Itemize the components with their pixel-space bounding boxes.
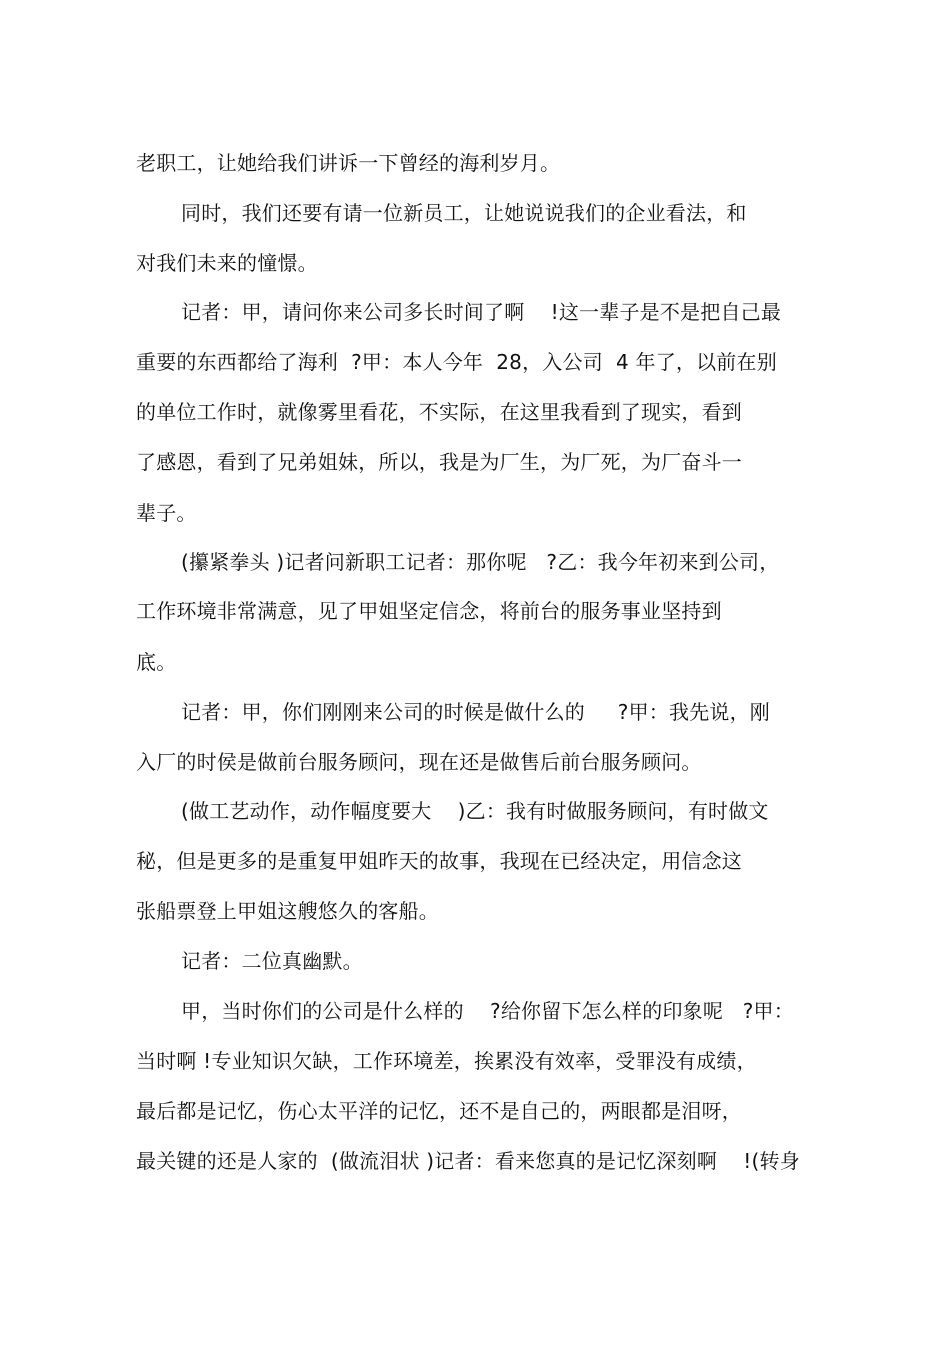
text-line-21: 最关键的还是人家的 (做流泪状 )记者：看来您真的是记忆深刻啊 !(转身	[136, 1149, 800, 1173]
text-line-11: 底。	[136, 650, 177, 674]
text-line-12: 记者：甲，你们刚刚来公司的时候是做什么的 ?甲：我先说，刚	[181, 700, 771, 724]
text-line-14: (做工艺动作，动作幅度要大 )乙：我有时做服务顾问，有时做文	[181, 799, 769, 823]
text-line-6: 的单位工作时，就像雾里看花，不实际，在这里我看到了现实，看到	[136, 400, 742, 424]
text-line-16: 张船票登上甲姐这艘悠久的客船。	[136, 899, 439, 923]
text-line-18: 甲，当时你们的公司是什么样的 ?给你留下怎么样的印象呢 ?甲：	[181, 999, 794, 1023]
text-line-5: 重要的东西都给了海利 ?甲：本人今年 28，入公司 4 年了，以前在别	[136, 350, 777, 374]
text-line-13: 入厂的时侯是做前台服务顾问，现在还是做售后前台服务顾问。	[136, 750, 702, 774]
text-line-3: 对我们未来的憧憬。	[136, 251, 318, 275]
text-line-15: 秘，但是更多的是重复甲姐昨天的故事，我现在已经决定，用信念这	[136, 849, 742, 873]
text-line-2: 同时，我们还要有请一位新员工，让她说说我们的企业看法，和	[181, 201, 747, 225]
text-line-4: 记者：甲，请问你来公司多长时间了啊 !这一辈子是不是把自己最	[181, 300, 782, 324]
text-line-9: (攥紧拳头 )记者问新职工记者：那你呢 ?乙：我今年初来到公司，	[181, 550, 780, 574]
text-line-20: 最后都是记忆，伤心太平洋的记忆，还不是自己的，两眼都是泪呀，	[136, 1099, 742, 1123]
text-line-1: 老职工，让她给我们讲诉一下曾经的海利岁月。	[136, 151, 561, 175]
text-line-17: 记者：二位真幽默。	[181, 949, 363, 973]
text-line-8: 辈子。	[136, 501, 197, 525]
text-line-19: 当时啊 !专业知识欠缺，工作环境差，挨累没有效率，受罪没有成绩，	[136, 1049, 757, 1073]
text-line-7: 了感恩，看到了兄弟姐妹，所以，我是为厂生，为厂死，为厂奋斗一	[136, 450, 742, 474]
text-line-10: 工作环境非常满意，见了甲姐坚定信念，将前台的服务事业坚持到	[136, 599, 722, 623]
